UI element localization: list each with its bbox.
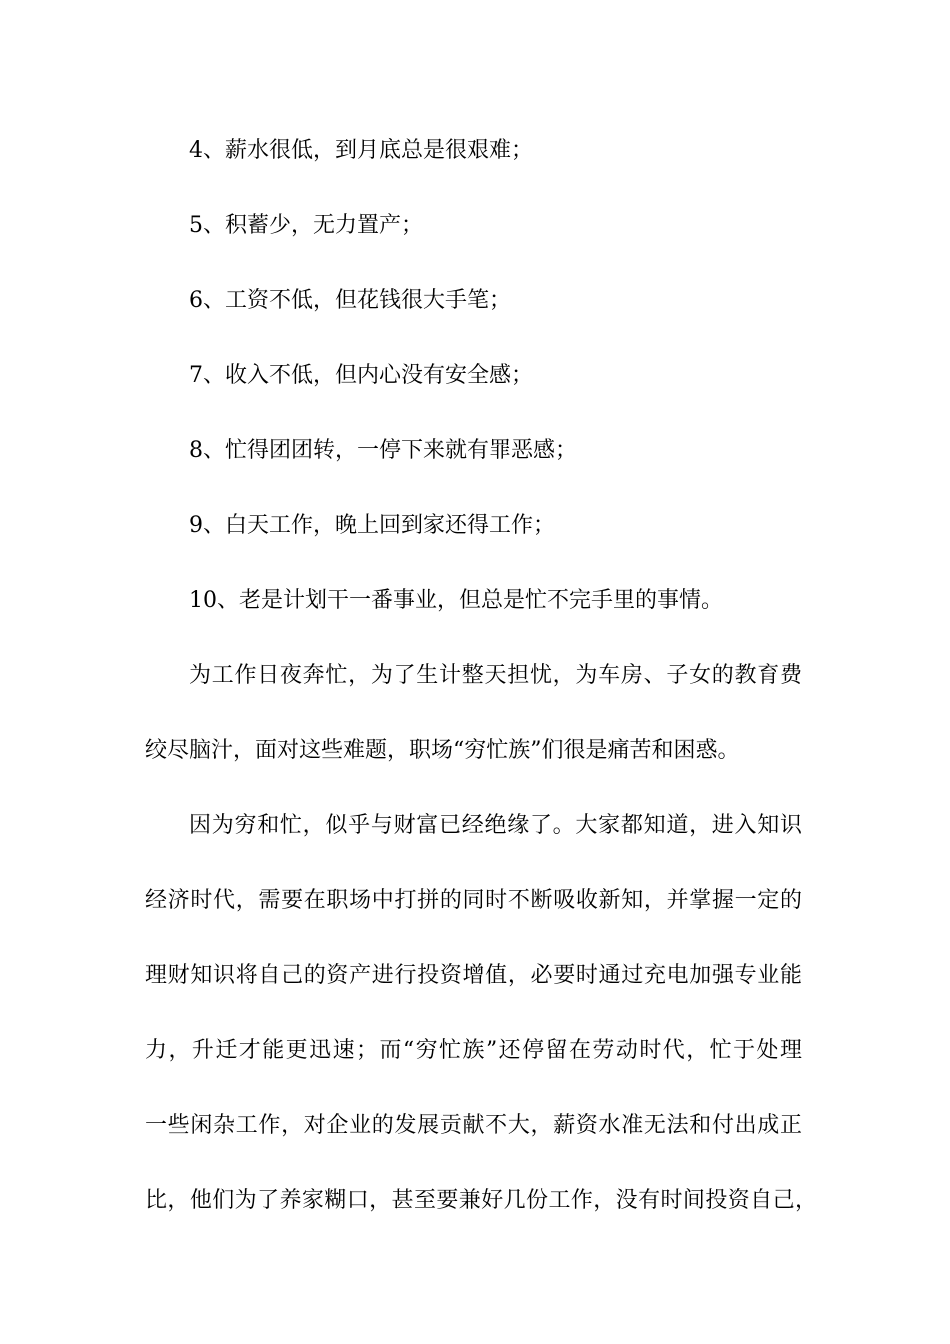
paragraph-1-line-2: 绞尽脑汁，面对这些难题，职场“穷忙族”们很是痛苦和困惑。 [145, 738, 740, 763]
paragraph-2-line-6: 比，他们为了养家糊口，甚至要兼好几份工作，没有时间投资自己， [145, 1188, 817, 1213]
paragraph-2-line-3: 理财知识将自己的资产进行投资增值，必要时通过充电加强专业能 [145, 963, 802, 988]
paragraph-2-line-1: 因为穷和忙，似乎与财富已经绝缘了。大家都知道，进入知识 [189, 813, 802, 838]
list-item-4: 4、薪水很低，到月底总是很艰难； [189, 138, 533, 163]
list-item-5: 5、积蓄少，无力置产； [189, 213, 423, 238]
list-item-6: 6、工资不低，但花钱很大手笔； [189, 288, 511, 313]
list-item-8: 8、忙得团团转，一停下来就有罪恶感； [189, 438, 577, 463]
list-item-10: 10、老是计划干一番事业，但总是忙不完手里的事情。 [189, 588, 723, 613]
paragraph-1-line-1: 为工作日夜奔忙，为了生计整天担忧，为车房、子女的教育费 [189, 663, 802, 688]
paragraph-2-line-5: 一些闲杂工作，对企业的发展贡献不大，薪资水准无法和付出成正 [145, 1113, 802, 1138]
paragraph-2-line-2: 经济时代，需要在职场中打拼的同时不断吸收新知，并掌握一定的 [145, 888, 802, 913]
list-item-7: 7、收入不低，但内心没有安全感； [189, 363, 533, 388]
list-item-9: 9、白天工作，晚上回到家还得工作； [189, 513, 555, 538]
paragraph-2-line-4: 力，升迁才能更迅速；而“穷忙族”还停留在劳动时代，忙于处理 [145, 1038, 802, 1063]
